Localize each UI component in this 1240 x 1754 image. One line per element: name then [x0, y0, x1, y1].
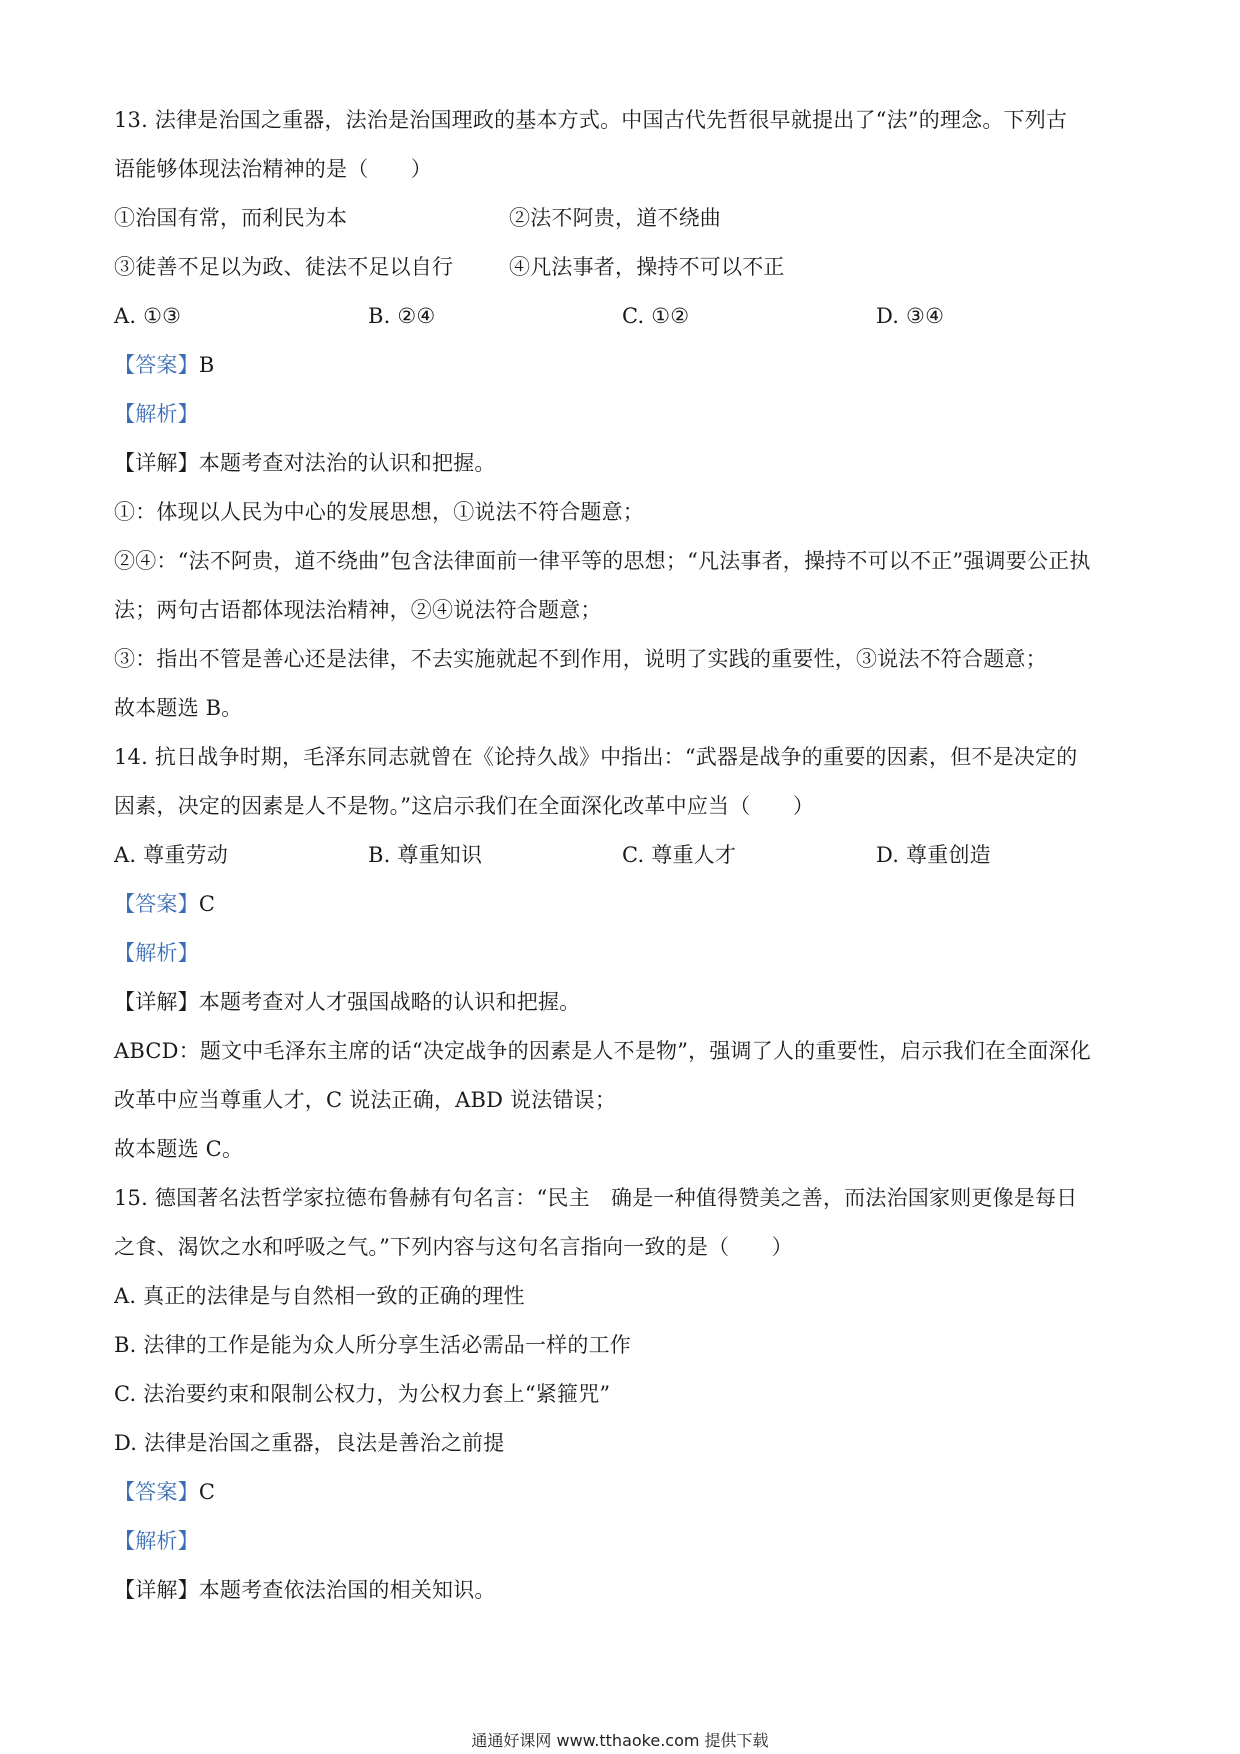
q14-detail-2: ABCD：题文中毛泽东主席的话“决定战争的因素是人不是物”，强调了人的重要性，启示我们在全面深化 — [114, 1039, 1091, 1063]
q15-answer — [114, 1468, 1130, 1517]
q13-answer-value: B — [198, 353, 215, 377]
page-footer: 通通好课网 www.tthaoke.com 提供下载 — [471, 1731, 769, 1750]
q14-option-d: D. 尊重创造 — [876, 843, 991, 867]
q15-option-c: C. 法治要约束和限制公权力，为公权力套上“紧箍咒” — [114, 1382, 611, 1406]
q13-options — [114, 292, 1130, 341]
q14-option-b: B. 尊重知识 — [368, 843, 483, 867]
q13-detail-6: 故本题选 B。 — [114, 696, 243, 720]
answer-label: 【答案】 — [114, 1480, 199, 1504]
q13-item-1: ①治国有常，而利民为本 — [114, 206, 348, 230]
q13-item-3: ③徒善不足以为政、徒法不足以自行 — [114, 255, 454, 279]
q13-detail-4: 法；两句古语都体现法治精神，②④说法符合题意； — [114, 598, 602, 622]
answer-label: 【答案】 — [114, 353, 199, 377]
q13-option-d: D. ③④ — [876, 304, 945, 328]
q14-stem-line-2: 因素，决定的因素是人不是物。”这启示我们在全面深化改革中应当（ ） — [114, 794, 815, 818]
q13-item-4: ④凡法事者，操持不可以不正 — [509, 255, 785, 279]
q15-option-d: D. 法律是治国之重器，良法是善治之前提 — [114, 1431, 505, 1455]
q15-stem-line-2: 之食、渴饮之水和呼吸之气。”下列内容与这句名言指向一致的是（ ） — [114, 1235, 793, 1259]
q13-item-2: ②法不阿贵，道不绕曲 — [509, 206, 721, 230]
q15-option-a: A. 真正的法律是与自然相一致的正确的理性 — [114, 1284, 525, 1308]
q15-analysis-label: 【解析】 — [114, 1529, 199, 1553]
q13-detail-2: ①：体现以人民为中心的发展思想，①说法不符合题意； — [114, 500, 644, 524]
document-body — [114, 96, 1130, 1615]
q13-stem-line-2: 语能够体现法治精神的是（ ） — [114, 157, 432, 181]
q14-analysis-label: 【解析】 — [114, 941, 199, 965]
q13-detail-3: ②④：“法不阿贵，道不绕曲”包含法律面前一律平等的思想；“凡法事者，操持不可以不正”强调要公正执 — [114, 549, 1091, 573]
q15-detail-1: 【详解】本题考查依法治国的相关知识。 — [114, 1578, 496, 1602]
q15-answer-value: C — [198, 1480, 216, 1504]
q14-detail-3: 改革中应当尊重人才，C 说法正确，ABD 说法错误； — [114, 1088, 617, 1112]
q14-detail-1: 【详解】本题考查对人才强国战略的认识和把握。 — [114, 990, 581, 1014]
q13-answer — [114, 341, 1130, 390]
q14-answer-value: C — [198, 892, 216, 916]
q13-items-row-1 — [114, 194, 1130, 243]
q14-options — [114, 831, 1130, 880]
q14-detail-4: 故本题选 C。 — [114, 1137, 244, 1161]
q13-option-c: C. ①② — [622, 304, 690, 328]
q15-option-b: B. 法律的工作是能为众人所分享生活必需品一样的工作 — [114, 1333, 631, 1357]
q13-items-row-2 — [114, 243, 1130, 292]
q14-option-c: C. 尊重人才 — [622, 843, 737, 867]
q15-stem-line-1: 15. 德国著名法哲学家拉德布鲁赫有句名言：“民主 确是一种值得赞美之善，而法治国家则更像是每日 — [114, 1186, 1078, 1210]
answer-label: 【答案】 — [114, 892, 199, 916]
q14-stem-line-1: 14. 抗日战争时期，毛泽东同志就曾在《论持久战》中指出：“武器是战争的重要的因素，但不是决定的 — [114, 745, 1078, 769]
q13-detail-5: ③：指出不管是善心还是法律，不去实施就起不到作用，说明了实践的重要性，③说法不符合题意； — [114, 647, 1047, 671]
q14-option-a: A. 尊重劳动 — [114, 843, 228, 867]
q13-analysis-label: 【解析】 — [114, 402, 199, 426]
q13-option-b: B. ②④ — [368, 304, 436, 328]
q13-stem-line-1: 13. 法律是治国之重器，法治是治国理政的基本方式。中国古代先哲很早就提出了“法”的理念。下列古 — [114, 108, 1068, 132]
q13-option-a: A. ①③ — [114, 304, 182, 328]
q13-detail-1: 【详解】本题考查对法治的认识和把握。 — [114, 451, 496, 475]
q14-answer — [114, 880, 1130, 929]
